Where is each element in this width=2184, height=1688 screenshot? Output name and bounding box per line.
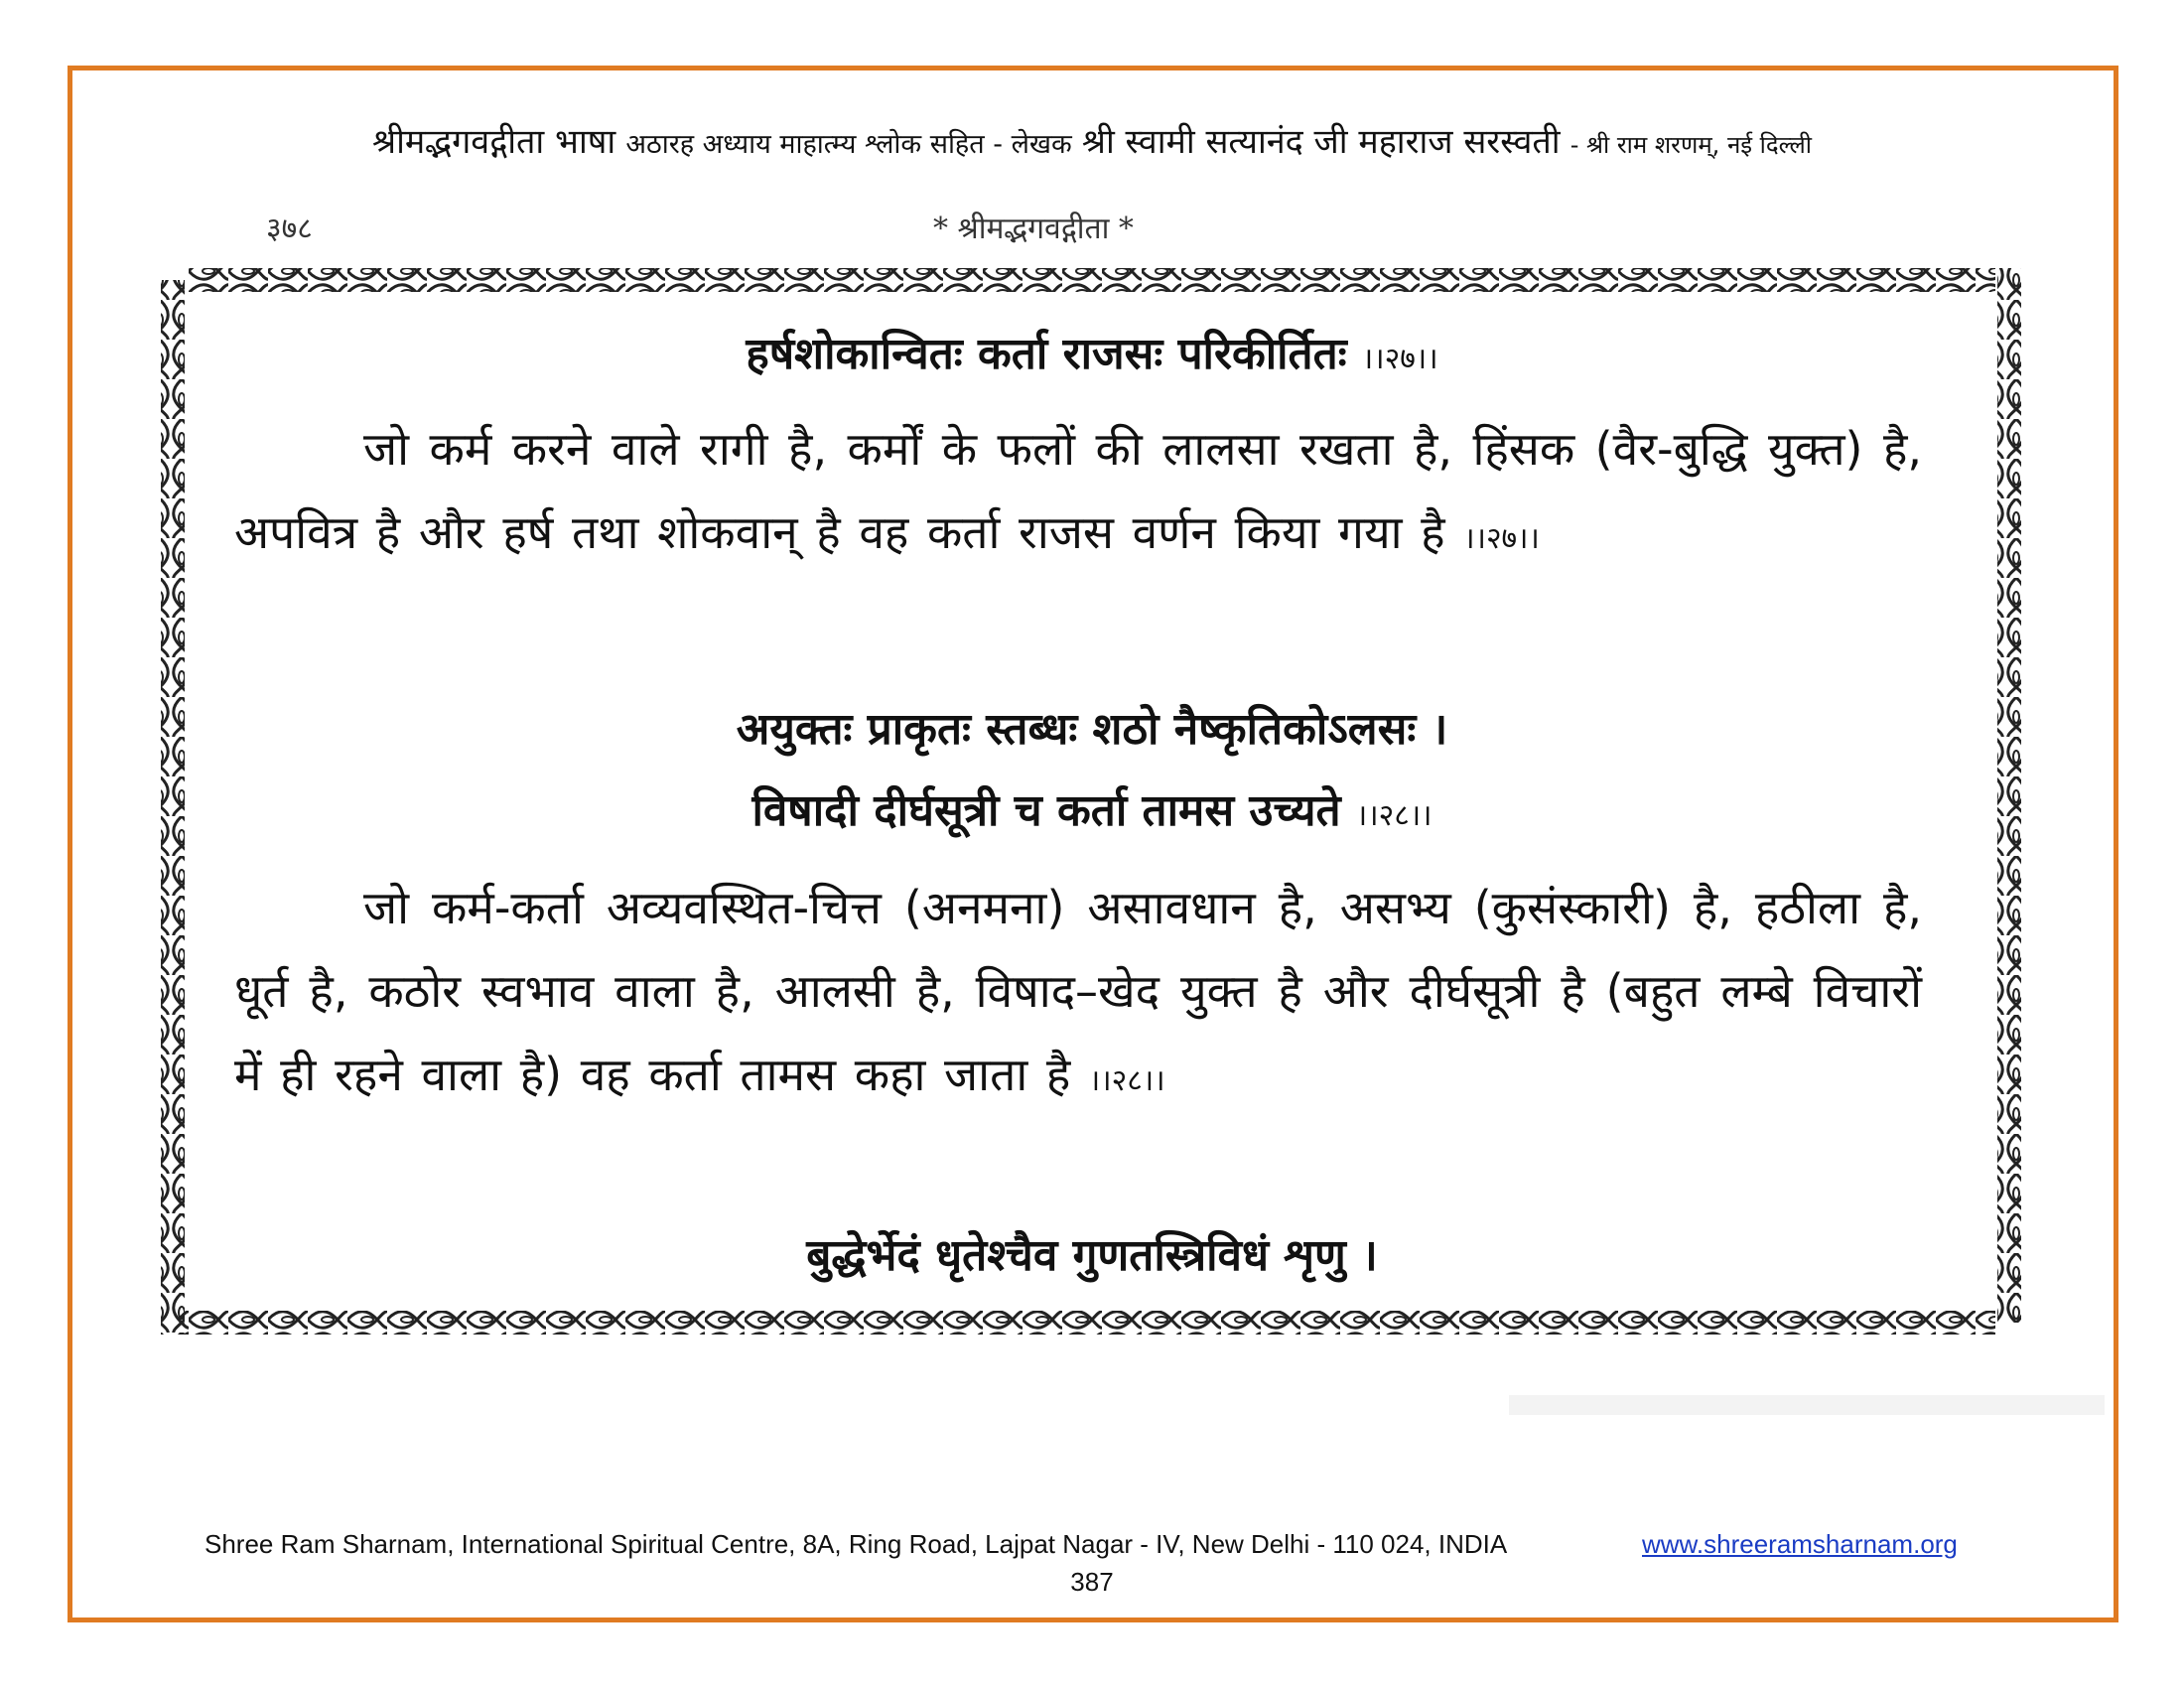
border-bottom	[179, 1311, 1995, 1335]
translation-28-number: ।।२८।।	[1088, 1063, 1165, 1098]
verse-28-line-2	[149, 778, 2035, 838]
translation-27-text: जो कर्म करने वाले रागी है, कर्मों के फलों की लालसा रखता है, हिंसक (वैर-बुद्धि युक्त) है, अपवित्र है और हर्ष तथा शोकवान् है वह कर्ता राजस वर्णन किया गया है	[234, 422, 1922, 559]
scan-artifact	[1509, 1395, 2105, 1415]
header-author: श्री स्वामी सत्यानंद जी महाराज सरस्वती	[1081, 122, 1561, 162]
book-page-number: ३७८	[266, 211, 313, 246]
header-publisher: - श्री राम शरणम्, नई दिल्ली	[1570, 131, 1812, 159]
header-title-subtitle: अठारह अध्याय माहात्म्य श्लोक सहित - लेखक	[625, 129, 1072, 160]
footer-page-number: 387	[1070, 1567, 1114, 1597]
document-header	[0, 117, 2184, 163]
verse-29-line: बुद्धेर्भेदं धृतेश्चैव गुणतस्त्रिविधं शृणु ।	[806, 1230, 1378, 1281]
verse-27-line	[149, 322, 2035, 381]
verse-27-text: हर्षशोकान्वितः कर्ता राजसः परिकीर्तितः	[746, 329, 1347, 379]
border-top	[189, 268, 1995, 292]
translation-27-number: ।।२७।।	[1463, 521, 1540, 556]
translation-28	[234, 866, 1922, 1123]
verse-28-text: विषादी दीर्घसूत्री च कर्ता तामस उच्यते	[751, 785, 1341, 836]
footer-website-link[interactable]: www.shreeramsharnam.org	[1642, 1529, 1958, 1559]
verse-28-line-1: अयुक्तः प्राकृतः स्तब्धः शठो नैष्कृतिकोऽलसः ।	[736, 704, 1448, 755]
translation-28-text: जो कर्म-कर्ता अव्यवस्थित-चित्त (अनमना) असावधान है, असभ्य (कुसंस्कारी) है, हठीला है, धूर्त है, कठोर स्वभाव वाला है, आलसी है, विषाद–खेद युक्त है और दीर्घसूत्री है (बहुत लम्बे विचारों में ही रहने वाला है) वह कर्ता तामस कहा जाता है	[234, 881, 1922, 1101]
book-running-title: * श्रीमद्भगवद्गीता *	[933, 211, 1134, 246]
footer-address: Shree Ram Sharnam, International Spiritual Centre, 8A, Ring Road, Lajpat Nagar - IV, New Delhi - 110 024, INDIA	[205, 1529, 1508, 1559]
verse-28-number: ।।२८।।	[1355, 798, 1433, 833]
scanned-page	[149, 260, 2035, 1352]
translation-27	[234, 407, 1922, 581]
verse-27-number: ।।२७।।	[1361, 342, 1438, 376]
header-title-main: श्रीमद्भगवद्गीता भाषा	[372, 122, 616, 162]
